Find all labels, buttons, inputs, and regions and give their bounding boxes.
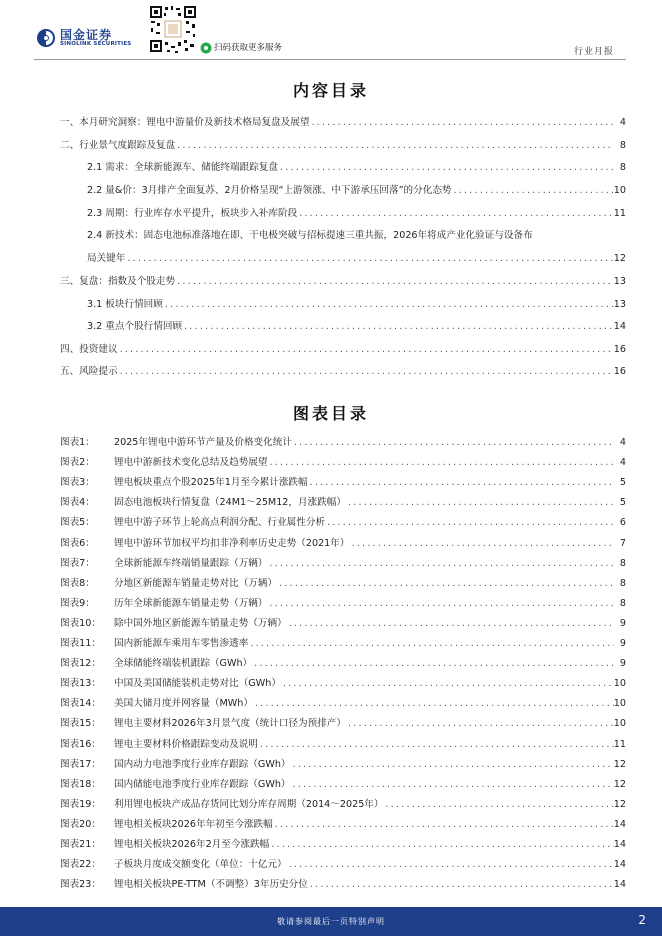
figure-page: 5 (619, 497, 626, 509)
leader-dots (309, 117, 614, 128)
leader-dots (268, 457, 615, 468)
figure-page: 12 (613, 778, 626, 790)
figure-number: 图表9： (60, 597, 95, 609)
figure-number: 图表20： (60, 818, 101, 830)
toc-entry-label: 2.2 量&价：3月排产全面复苏、2月价格呈现“上游领涨、中下游承压回落”的分化态势 (87, 185, 452, 196)
leader-dots (325, 517, 614, 528)
leader-dots (349, 538, 614, 549)
toc-entry-page: 16 (613, 344, 626, 355)
figure-entry[interactable] (60, 494, 626, 508)
toc-entry-label: 局关键年 (87, 253, 126, 264)
figure-page: 4 (619, 437, 626, 448)
leader-dots (281, 678, 614, 689)
figure-number: 图表23： (60, 879, 101, 891)
figure-number: 图表5： (60, 517, 95, 529)
toc-entry-label: 3.2 重点个股行情回顾 (87, 321, 183, 332)
figure-label: 除中国外地区新能源车销量走势（万辆） (114, 617, 287, 629)
leader-dots (268, 598, 615, 609)
leader-dots (384, 799, 614, 810)
figure-entry[interactable] (60, 615, 626, 629)
toc-subentry-wrapped[interactable]: 2.4 新技术：固态电池标准落地在即、干电极突破与招标提速三重共振，2026年将成产业化验证与设备布 (87, 230, 533, 241)
figure-entry[interactable] (60, 736, 626, 750)
leader-dots (346, 718, 614, 729)
disclaimer-notice: 敬请参阅最后一页特别声明 (277, 917, 385, 926)
toc-entry-label: 三、复盘：指数及个股走势 (60, 276, 176, 287)
figure-entry[interactable] (60, 776, 626, 790)
figure-number: 图表19： (60, 798, 101, 810)
figure-page: 9 (619, 658, 626, 670)
figure-entry[interactable] (60, 454, 626, 468)
toc-entry[interactable] (60, 137, 626, 151)
scan-prompt: 扫码获取更多服务 (214, 43, 283, 53)
figure-entry[interactable] (60, 635, 626, 649)
toc-entry-label: 五、风险提示 (60, 366, 118, 377)
leader-dots (291, 779, 614, 790)
leader-dots (163, 299, 614, 310)
figure-page: 11 (613, 738, 626, 750)
leader-dots (277, 578, 614, 589)
figure-entry[interactable] (60, 575, 626, 589)
figure-label: 锂电相关板块2026年2月至今涨跌幅 (114, 839, 270, 850)
toc-entry-page: 8 (619, 140, 626, 151)
leader-dots (278, 162, 614, 173)
leader-dots (452, 185, 614, 196)
toc-entry-label: 二、行业景气度跟踪及复盘 (60, 140, 176, 151)
leader-dots (268, 558, 615, 569)
figure-label: 中国及美国储能装机走势对比（GWh） (114, 678, 281, 690)
logo-mark-icon (36, 28, 56, 48)
figure-page: 9 (619, 638, 626, 649)
figure-number: 图表13： (60, 678, 101, 690)
toc-entry-label: 四、投资建议 (60, 344, 118, 355)
toc-entry-page: 13 (613, 276, 626, 287)
figure-label: 子板块月度成交额变化（单位：十亿元） (114, 859, 287, 871)
toc-title: 内容目录 (292, 81, 369, 100)
figure-label: 锂电中游环节加权平均扣非净利率历史走势（2021年） (114, 537, 350, 549)
figure-number: 图表12： (60, 658, 101, 670)
toc-entry-page: 8 (619, 162, 626, 173)
leader-dots (308, 477, 614, 488)
figure-label: 锂电中游新技术变化总结及趋势展望 (114, 457, 268, 469)
figure-page: 9 (619, 617, 626, 629)
figure-entry[interactable] (60, 695, 626, 709)
figure-entry[interactable] (60, 675, 626, 689)
figure-page: 5 (619, 477, 626, 489)
figure-page: 4 (619, 457, 626, 469)
figure-entry[interactable] (60, 595, 626, 609)
company-logo (36, 26, 136, 50)
figure-label: 全球储能终端装机跟踪（GWh） (114, 658, 253, 670)
leader-dots (273, 819, 614, 830)
leader-dots (287, 859, 614, 870)
figure-label: 锂电主要材料2026年3月景气度（统计口径为预排产） (114, 718, 346, 730)
toc-entry[interactable] (60, 341, 626, 355)
leader-dots (125, 253, 613, 264)
figure-page: 8 (619, 597, 626, 609)
leader-dots (252, 658, 614, 669)
figure-number: 图表2： (60, 457, 95, 469)
figure-number: 图表16： (60, 738, 101, 750)
leader-dots (182, 321, 614, 332)
qr-code-icon[interactable] (148, 4, 198, 54)
figure-entry[interactable] (60, 715, 626, 729)
leader-dots (248, 638, 614, 649)
figure-label: 锂电中游子环节上轮高点利润分配、行业属性分析 (114, 517, 326, 529)
leader-dots (118, 366, 614, 377)
figure-number: 图表3： (60, 477, 95, 489)
figure-entry[interactable] (60, 535, 626, 549)
figure-page: 6 (619, 517, 626, 529)
page-footer (0, 907, 662, 936)
figure-entry[interactable] (60, 514, 626, 528)
figure-label: 锂电相关板块2026年年初至今涨跌幅 (114, 818, 273, 830)
figure-entry[interactable] (60, 796, 626, 810)
figure-number: 图表14： (60, 698, 101, 710)
figure-entry[interactable] (60, 856, 626, 870)
figure-label: 固态电池板块行情复盘（24M1～25M12，月涨跌幅） (114, 497, 346, 509)
leader-dots (346, 497, 614, 508)
figure-entry[interactable] (60, 655, 626, 669)
toc-subentry[interactable] (87, 182, 626, 196)
figure-label: 美国大储月度并网容量（MWh） (114, 698, 253, 710)
figure-page: 8 (619, 557, 626, 569)
figure-page: 14 (613, 859, 626, 871)
leader-dots (291, 759, 614, 770)
figure-page: 12 (613, 758, 626, 770)
figure-number: 图表7： (60, 557, 95, 569)
figure-entry[interactable] (60, 434, 626, 448)
figure-number: 图表15： (60, 718, 101, 730)
toc-subentry[interactable] (87, 296, 626, 310)
leader-dots (253, 698, 614, 709)
figure-page: 14 (613, 839, 626, 850)
toc-subentry[interactable] (87, 205, 626, 219)
leader-dots (297, 208, 614, 219)
figure-number: 图表4： (60, 497, 95, 509)
figure-entry[interactable] (60, 816, 626, 830)
report-type-label: 行业月报 (573, 47, 614, 57)
toc-entry-page: 11 (613, 208, 626, 219)
toc-entry[interactable] (60, 363, 626, 377)
leader-dots (118, 344, 614, 355)
toc-entry[interactable] (60, 273, 626, 287)
toc-entry-page: 12 (613, 253, 626, 264)
figure-page: 7 (619, 537, 626, 549)
logo-english-name: SINOLINK SECURITIES (60, 41, 132, 47)
figure-label: 历年全球新能源车销量走势（万辆） (114, 597, 268, 609)
figure-number: 图表22： (60, 859, 101, 871)
toc-subentry[interactable] (87, 318, 626, 332)
figure-page: 10 (613, 718, 626, 730)
leader-dots (287, 618, 614, 629)
leader-dots (175, 276, 614, 287)
figure-label: 利用锂电板块产成品存货同比划分库存周期（2014～2025年） (114, 798, 384, 810)
figure-label: 锂电相关板块PE-TTM（不调整）3年历史分位 (114, 879, 308, 891)
figure-page: 10 (613, 698, 626, 710)
leader-dots (292, 437, 614, 448)
leader-dots (175, 140, 614, 151)
figure-page: 12 (613, 798, 626, 810)
figure-number: 图表11： (60, 638, 101, 649)
figure-entry[interactable] (60, 474, 626, 488)
figure-number: 图表21： (60, 839, 101, 850)
figure-number: 图表17： (60, 758, 101, 770)
toc-entry-page: 13 (613, 299, 626, 310)
figure-entry[interactable] (60, 555, 626, 569)
toc-entry-label: 2.1 需求：全球新能源车、储能终端跟踪复盘 (87, 162, 278, 173)
toc-entry-label: 一、本月研究洞察：锂电中游量价及新技术格局复盘及展望 (60, 117, 310, 128)
figure-label: 国内新能源车乘用车零售渗透率 (114, 638, 249, 649)
figure-entry[interactable] (60, 756, 626, 770)
figure-label: 锂电板块重点个股2025年1月至今累计涨跌幅 (114, 477, 308, 489)
figure-page: 10 (613, 678, 626, 690)
figure-entry[interactable] (60, 836, 626, 850)
figure-page: 8 (619, 577, 626, 589)
toc-entry-page: 10 (613, 185, 626, 196)
header-divider (34, 59, 626, 60)
toc-entry-label: 2.3 周期：行业库存水平提升，板块步入补库阶段 (87, 208, 298, 219)
toc-entry-label: 3.1 板块行情回顾 (87, 299, 163, 310)
logo-chinese-name: 国金证券 (60, 28, 113, 42)
toc-subentry[interactable] (87, 250, 626, 264)
toc-entry-page: 4 (619, 117, 626, 128)
figure-number: 图表18： (60, 778, 101, 790)
page-number: 2 (638, 913, 646, 927)
leader-dots (308, 879, 614, 890)
figure-number: 图表6： (60, 537, 95, 549)
scan-icon (200, 42, 212, 54)
figures-title: 图表目录 (292, 404, 369, 423)
toc-entry-page: 16 (613, 366, 626, 377)
page-header (0, 0, 662, 62)
figure-number: 图表1： (60, 437, 95, 448)
toc-entry[interactable] (60, 114, 626, 128)
leader-dots (269, 839, 614, 850)
figure-label: 分地区新能源车销量走势对比（万辆） (114, 577, 278, 589)
toc-entry-page: 14 (613, 321, 626, 332)
figure-label: 国内动力电池季度行业库存跟踪（GWh） (114, 758, 291, 770)
figure-number: 图表8： (60, 577, 95, 589)
figure-label: 锂电主要材料价格跟踪变动及说明 (114, 738, 258, 750)
figure-page: 14 (613, 818, 626, 830)
figure-number: 图表10： (60, 617, 101, 629)
figure-label: 国内储能电池季度行业库存跟踪（GWh） (114, 778, 291, 790)
toc-subentry[interactable] (87, 159, 626, 173)
figure-page: 14 (613, 879, 626, 891)
figure-label: 2025年锂电中游环节产量及价格变化统计 (114, 437, 292, 448)
figure-entry[interactable] (60, 876, 626, 890)
leader-dots (258, 739, 614, 750)
figure-label: 全球新能源车终端销量跟踪（万辆） (114, 557, 268, 569)
